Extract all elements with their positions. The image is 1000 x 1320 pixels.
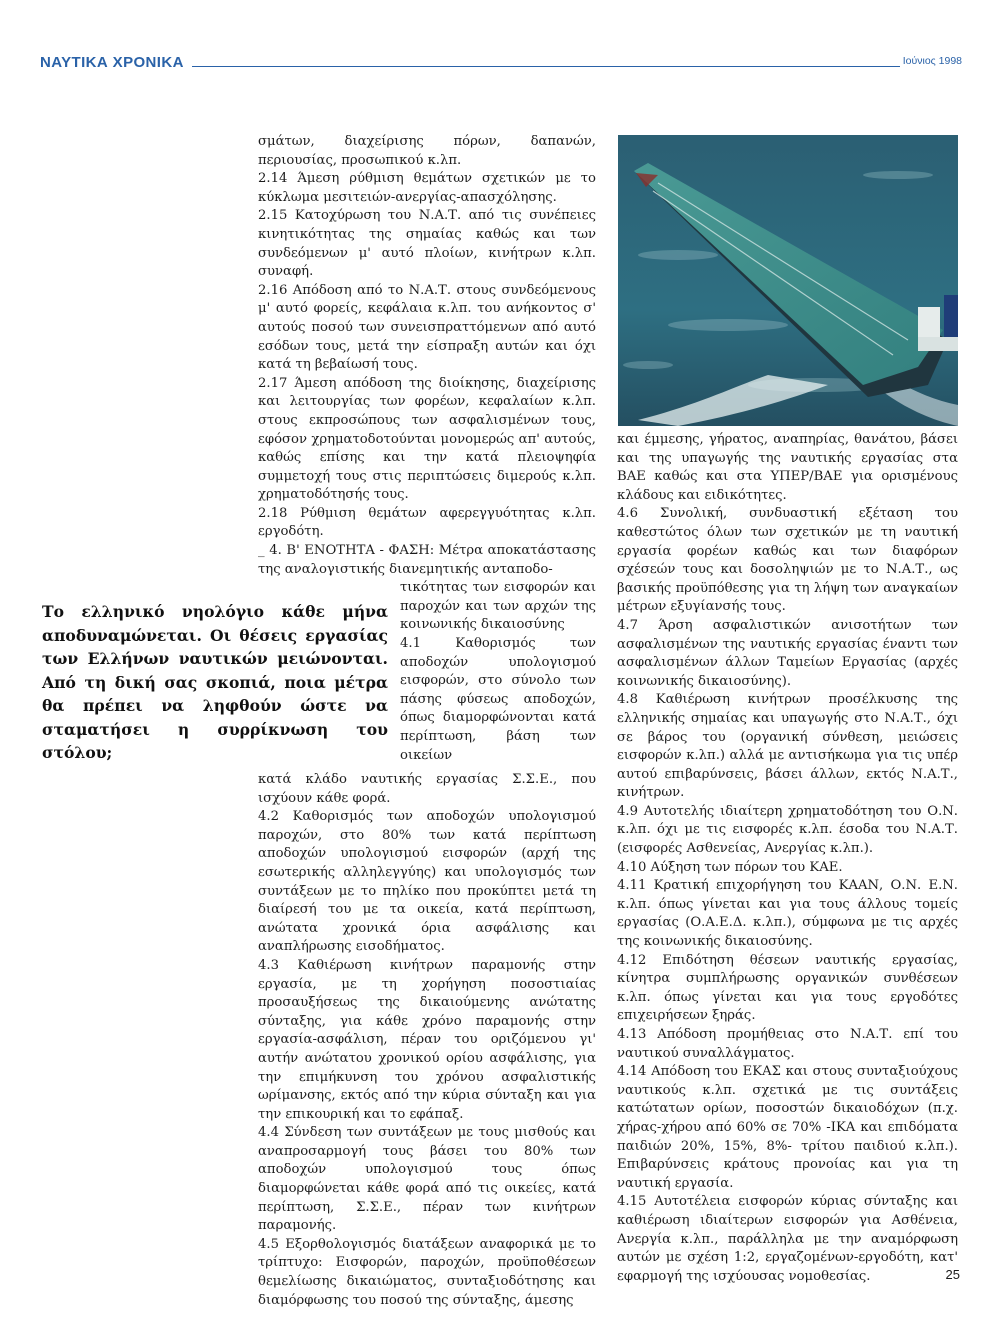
header-rule	[192, 66, 900, 67]
paragraph: 4.14 Απόδοση του ΕΚΑΣ και στους συνταξιούχους ναυτικούς κ.λπ. σχετικά με τις συντάξεις κατώτατων ορίων, ποσοστών δικαιοδόχων (π.χ. χήρας-χήρου από 60% σε 70% -ΙΚΑ και επιδόματα παιδιών 20%, 15%, 8%- τρίτου παιδιού κ.λπ.). Επιβαρύνσεις κράτους προνοίας και για τη ναυτική εργασία.	[617, 1064, 958, 1191]
tanker-ship-photo	[618, 135, 958, 426]
paragraph: _ 4. Β' ΕΝΟΤΗΤΑ - ΦΑΣΗ: Μέτρα αποκατάστασης της αναλογιστικής διανεμητικής ανταποδο-	[258, 543, 596, 577]
paragraph: 2.14 Άμεση ρύθμιση θεμάτων σχετικών με το κύκλωμα μεσιτειών-ανεργίας-απασχόλησης.	[258, 171, 596, 205]
paragraph: 4.2 Καθορισμός των αποδοχών υπολογισμού παροχών, στο 80% των κατά περίπτωση αποδοχών υπολογισμού εισφορών (αρχή της εσωτερικής αλληλεγγύης) και υπολογισμός των συντάξεων με το πηλίκο που προκύπτει μετά τη διαίρεσή του με τα οικεία, κατά περίπτωση, ανώτατα χρονικά όρια ασφάλισης και αναπλήρωσης εισοδήματος.	[258, 809, 596, 955]
left-column-lower	[258, 771, 596, 1310]
paragraph: 4.1 Καθορισμός των αποδοχών υπολογισμού εισφορών, στο σύνολο των πάσης φύσεως αποδοχών, όπως διαμορφώνονται κατά περίπτωση, βάση των οικείων	[400, 636, 596, 763]
paragraph: 4.9 Αυτοτελής ιδιαίτερη χρηματοδότηση του Ο.Ν. κ.λπ. όχι με τις εισφορές κ.λπ. έσοδα του Ν.Α.Τ. (εισφορές Ασθενείας, Ανεργίας κ.λπ.).	[617, 803, 958, 857]
right-column	[617, 431, 958, 1286]
paragraph: 2.16 Απόδοση από το Ν.Α.Τ. στους συνδεόμενους μ' αυτό φορείς, κεφάλαια κ.λπ. του ανήκοντος σ' αυτούς ποσού των συνεισπραττόμενων από αυτό εσόδων τους, μετά την είσπραξη αυτών και όχι κατά τη βεβαίωσή τους.	[258, 282, 596, 373]
paragraph: 2.15 Κατοχύρωση του Ν.Α.Τ. από τις συνέπειες κινητικότητας της σημαίας καθώς και των συνδεόμενων μ' αυτό πλοίων, κινήτρων κ.λπ. συναφή.	[258, 208, 596, 280]
paragraph: 4.15 Αυτοτέλεια εισφορών κύριας σύνταξης και καθιέρωση ιδιαίτερων εισφορών για Ασθένεια, Ανεργία κ.λπ., παράλληλα με την αναμόρφωση αυτών με σχέση 1:2, εργαζομένων-εργοδότη, κατ' εφαρμογή της ισχύουσας νομοθεσίας.	[617, 1194, 958, 1284]
issue-date: Ιούνιος 1998	[902, 55, 962, 67]
magazine-title: ΝΑΥΤΙΚΑ ΧΡΟΝΙΚΑ	[40, 54, 184, 71]
wrapped-text	[400, 579, 596, 765]
paragraph: 2.18 Ρύθμιση θεμάτων αφερεγγυότητας κ.λπ. εργοδότη.	[258, 505, 596, 540]
paragraph: 4.8 Καθιέρωση κινήτρων προσέλκυσης της ελληνικής σημαίας και υπαγωγής στο Ν.Α.Τ., όχι σε βάρος του (οργανική σύνθεση, μειώσεις εισφορών κ.λπ.) αλλά με αντισήκωμα για τις υπέρ αυτού επιβαρύνσεις, βάσει άλλων, εκτός Ν.Α.Τ., κινήτρων.	[617, 692, 958, 801]
paragraph: 4.3 Καθιέρωση κινήτρων παραμονής στην εργασία, με τη χορήγηση ποσοστιαίας προσαυξήσεως της δικαιούμενης ανώτατης σύνταξης, για κάθε χρόνο παραμονής στην εργασία-ασφάλιση, πέραν του οριζόμενου γι' αυτήν ανώτατου χρονικού ορίου ασφάλισης, για την επιμήκυνση του χρόνου ασφαλιστικής ωρίμανσης, εκτός από την κύρια σύνταξη και για την επικουρική και το εφάπαξ.	[258, 957, 596, 1122]
pull-quote: Το ελληνικό νηολόγιο κάθε μήνα αποδυναμώνεται. Οι θέσεις εργασίας των Ελλήνων ναυτικών μειώνονται. Από τη δική σας σκοπιά, ποια μέτρα θα πρέπει να ληφθούν ώστε να σταματήσει η συρρίκνωση του στόλου;	[42, 602, 388, 762]
paragraph: 4.10 Αύξηση των πόρων του ΚΑΕ.	[617, 859, 843, 875]
paragraph: σμάτων, διαχείρισης πόρων, δαπανών, περιουσίας, προσωπικού κ.λπ.	[258, 134, 596, 168]
paragraph: 4.4 Σύνδεση των συντάξεων με τους μισθούς και αναπροσαρμογή τους βάσει του 80% των αποδοχών υπολογισμού τους όπως διαμορφώνεται κάθε φορά από τις οικείες, κατά περίπτωση, Σ.Σ.Ε., πέραν των κινήτρων παραμονής.	[258, 1125, 596, 1234]
paragraph: 4.6 Συνολική, συνδυαστική εξέταση του καθεστώτος όλων των σχετικών με τη ναυτική εργασία φορέων καθώς και των διαφόρων σχέσεών τους και δοσοληψιών με το Ν.Α.Τ., ως βασικής προϋπόθεσης για τη λήψη των αναγκαίων μέτρων εξυγίανσής τους.	[617, 506, 958, 615]
paragraph: 2.17 Άμεση απόδοση της διοίκησης, διαχείρισης και λειτουργίας των φορέων, κεφαλαίων κ.λπ. στους εκπροσώπους των ασφαλισμένων τους, εφόσον χρηματοδοτούνται μονομερώς απ' αυτούς, καθώς επίσης και την κατά πλειοψηφία συμμετοχή τους στις περιπτώσεις διμερούς κ.λπ. χρηματοδότησής τους.	[258, 375, 596, 503]
page-number: 25	[945, 1267, 960, 1282]
paragraph: 4.13 Απόδοση προμήθειας στο Ν.Α.Τ. επί του ναυτικού συναλλάγματος.	[617, 1027, 958, 1061]
paragraph: τικότητας των εισφορών και παροχών και των αρχών της κοινωνικής δικαιοσύνης	[400, 580, 596, 633]
paragraph: 4.12 Επιδότηση θέσεων ναυτικής εργασίας, κίνητρα συμπλήρωσης οργανικών συνθέσεων κ.λπ. όπως γίνεται και για τους εργοδότες επιχειρήσεων ξηράς.	[617, 952, 958, 1024]
paragraph: κατά κλάδο ναυτικής εργασίας Σ.Σ.Ε., που ισχύουν κάθε φορά.	[258, 772, 596, 806]
paragraph: 4.5 Εξορθολογισμός διατάξεων αναφορικά με το τρίπτυχο: Εισφορών, παροχών, προϋποθέσεων θεμελίωσης δικαιώματος, συνταξιοδότησης και διαμόρφωσης του ποσού της σύνταξης, άμεσης	[258, 1236, 596, 1308]
paragraph: 4.11 Κρατική επιχορήγηση του ΚΑΑΝ, Ο.Ν. Ε.Ν. κ.λπ. όπως γίνεται και για τους άλλους τομείς εργασίας (Ο.Α.Ε.Δ. κ.λπ.), σύμφωνα με τις αρχές της κοινωνικής δικαιοσύνης.	[617, 878, 958, 950]
paragraph: 4.7 Άρση ασφαλιστικών ανισοτήτων των ασφαλισμένων της ναυτικής εργασίας έναντι των ασφαλισμένων άλλων Ταμείων Εργασίας (αρχές κοινωνικής δικαιοσύνης).	[617, 617, 958, 689]
paragraph: και έμμεσης, γήρατος, αναπηρίας, θανάτου, βάσει και της υπαγωγής της ναυτικής εργασίας στα ΒΑΕ καθώς και στα ΥΠΕΡ/ΒΑΕ για ορισμένους κλάδους και ειδικότητες.	[617, 432, 958, 503]
